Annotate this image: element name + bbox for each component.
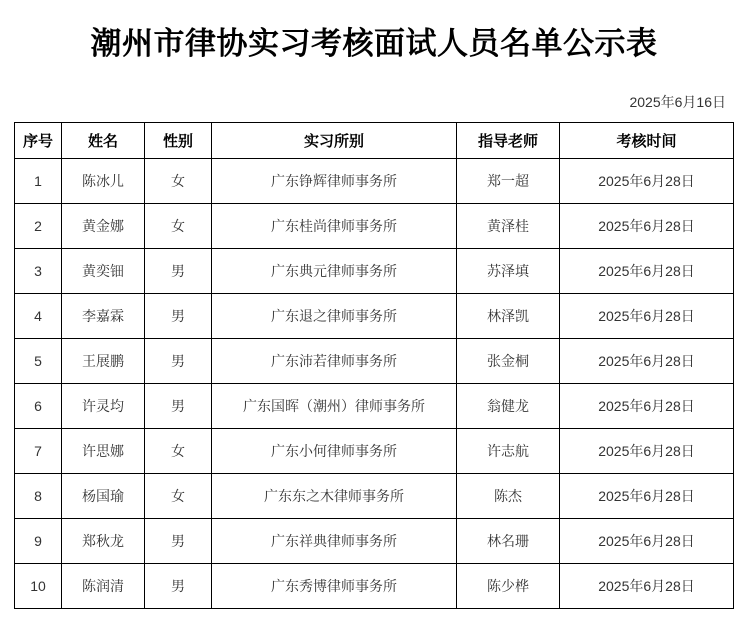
cell-index: 3 (15, 249, 62, 294)
cell-exam-time: 2025年6月28日 (560, 429, 734, 474)
cell-gender: 男 (145, 249, 212, 294)
cell-name: 陈润清 (62, 564, 145, 609)
document-title: 潮州市律协实习考核面试人员名单公示表 (90, 26, 658, 62)
table-row (15, 429, 734, 474)
table-row (15, 519, 734, 564)
table-row (15, 249, 734, 294)
cell-gender: 男 (145, 564, 212, 609)
cell-name: 许灵均 (62, 384, 145, 429)
header-name: 姓名 (62, 123, 145, 159)
cell-exam-time: 2025年6月28日 (560, 159, 734, 204)
cell-index: 10 (15, 564, 62, 609)
publish-date: 2025年6月16日 (629, 94, 726, 110)
cell-mentor: 翁健龙 (457, 384, 560, 429)
header-gender: 性别 (145, 123, 212, 159)
cell-mentor: 林泽凯 (457, 294, 560, 339)
cell-firm: 广东桂尚律师事务所 (212, 204, 457, 249)
cell-name: 黄金娜 (62, 204, 145, 249)
cell-gender: 男 (145, 519, 212, 564)
cell-firm: 广东沛若律师事务所 (212, 339, 457, 384)
cell-exam-time: 2025年6月28日 (560, 294, 734, 339)
cell-name: 王展鹏 (62, 339, 145, 384)
table-header-row (15, 123, 734, 159)
roster-table (14, 122, 734, 609)
table-row (15, 564, 734, 609)
table-row (15, 339, 734, 384)
cell-firm: 广东东之木律师事务所 (212, 474, 457, 519)
cell-exam-time: 2025年6月28日 (560, 204, 734, 249)
cell-mentor: 郑一超 (457, 159, 560, 204)
header-exam-time: 考核时间 (560, 123, 734, 159)
table-row (15, 204, 734, 249)
table-row (15, 474, 734, 519)
cell-index: 6 (15, 384, 62, 429)
cell-gender: 女 (145, 474, 212, 519)
cell-firm: 广东祥典律师事务所 (212, 519, 457, 564)
cell-firm: 广东退之律师事务所 (212, 294, 457, 339)
cell-firm: 广东铮辉律师事务所 (212, 159, 457, 204)
cell-firm: 广东小何律师事务所 (212, 429, 457, 474)
cell-name: 许思娜 (62, 429, 145, 474)
cell-exam-time: 2025年6月28日 (560, 519, 734, 564)
cell-index: 1 (15, 159, 62, 204)
cell-firm: 广东典元律师事务所 (212, 249, 457, 294)
cell-gender: 女 (145, 204, 212, 249)
cell-firm: 广东国晖（潮州）律师事务所 (212, 384, 457, 429)
header-firm: 实习所别 (212, 123, 457, 159)
cell-index: 2 (15, 204, 62, 249)
cell-mentor: 张金桐 (457, 339, 560, 384)
cell-name: 杨国瑜 (62, 474, 145, 519)
cell-index: 8 (15, 474, 62, 519)
cell-exam-time: 2025年6月28日 (560, 474, 734, 519)
cell-exam-time: 2025年6月28日 (560, 384, 734, 429)
header-index: 序号 (15, 123, 62, 159)
header-mentor: 指导老师 (457, 123, 560, 159)
cell-mentor: 许志航 (457, 429, 560, 474)
cell-index: 9 (15, 519, 62, 564)
cell-index: 7 (15, 429, 62, 474)
cell-mentor: 林名珊 (457, 519, 560, 564)
table-row (15, 384, 734, 429)
cell-name: 郑秋龙 (62, 519, 145, 564)
cell-gender: 女 (145, 429, 212, 474)
cell-name: 陈冰儿 (62, 159, 145, 204)
cell-mentor: 黄泽桂 (457, 204, 560, 249)
cell-exam-time: 2025年6月28日 (560, 564, 734, 609)
cell-mentor: 陈少桦 (457, 564, 560, 609)
cell-gender: 男 (145, 384, 212, 429)
cell-index: 5 (15, 339, 62, 384)
cell-firm: 广东秀博律师事务所 (212, 564, 457, 609)
table-row (15, 294, 734, 339)
cell-gender: 男 (145, 294, 212, 339)
cell-gender: 男 (145, 339, 212, 384)
cell-mentor: 苏泽填 (457, 249, 560, 294)
cell-name: 黄奕钿 (62, 249, 145, 294)
cell-name: 李嘉霖 (62, 294, 145, 339)
cell-exam-time: 2025年6月28日 (560, 249, 734, 294)
cell-exam-time: 2025年6月28日 (560, 339, 734, 384)
cell-index: 4 (15, 294, 62, 339)
table-row (15, 159, 734, 204)
cell-mentor: 陈杰 (457, 474, 560, 519)
cell-gender: 女 (145, 159, 212, 204)
